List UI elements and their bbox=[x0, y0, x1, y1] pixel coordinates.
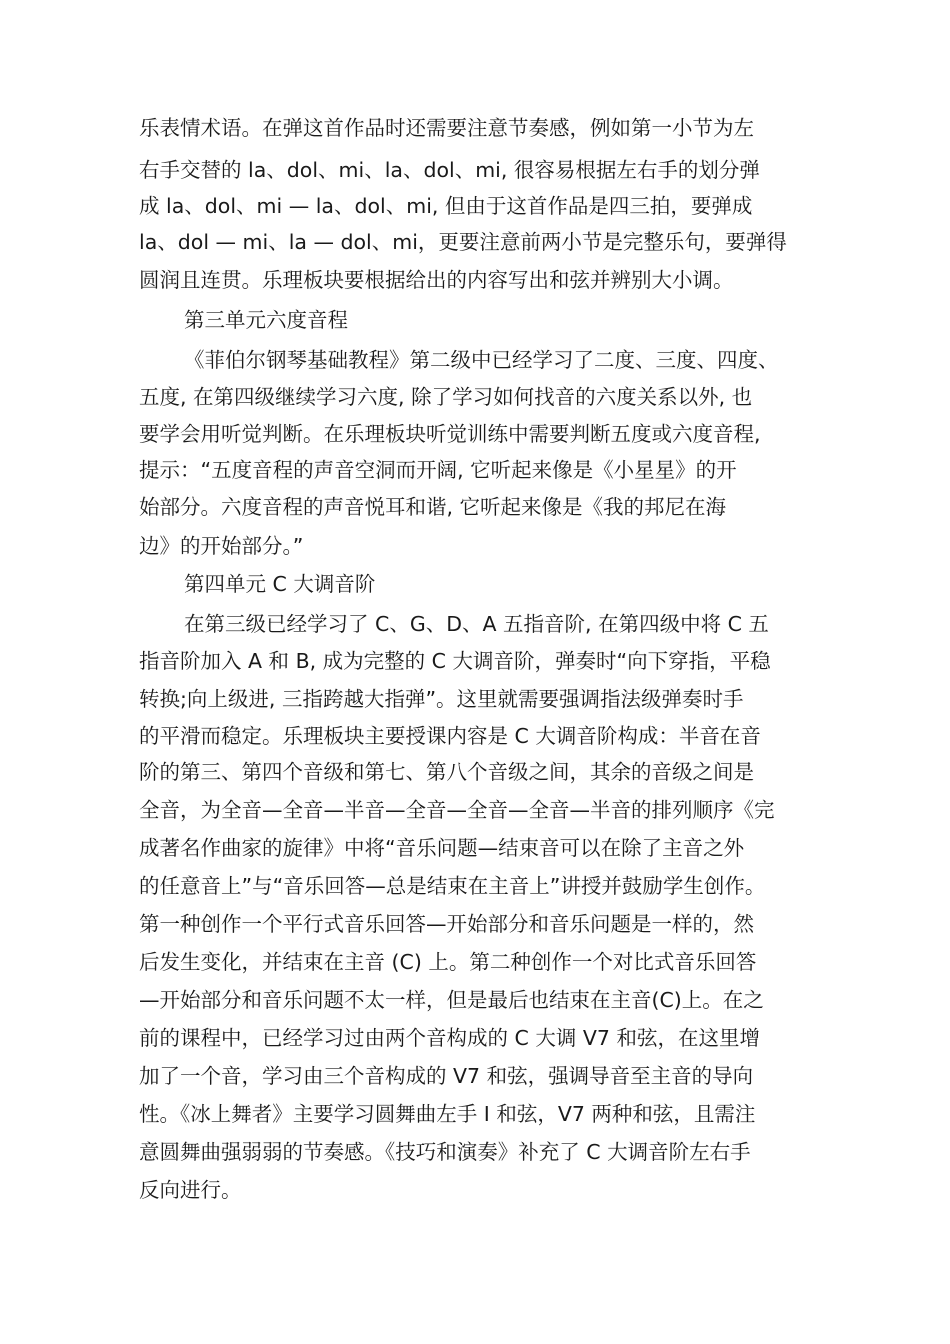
text-line: 转换;向上级进, 三指跨越大指弹”。这里就需要强调指法级弹奏时手 bbox=[139, 687, 744, 711]
paragraph-first-line: 在第三级已经学习了 C、G、D、A 五指音阶, 在第四级中将 C 五 bbox=[184, 612, 769, 636]
text-line: 成著名作曲家的旋律》中将“音乐问题—结束音可以在除了主音之外 bbox=[139, 836, 745, 860]
section-heading: 第三单元六度音程 bbox=[184, 308, 348, 332]
text-line: 后发生变化，并结束在主音 (C) 上。第二种创作一个对比式音乐回答 bbox=[139, 950, 757, 974]
text-line: 五度, 在第四级继续学习六度, 除了学习如何找音的六度关系以外, 也 bbox=[139, 385, 753, 409]
text-line: 第一种创作一个平行式音乐回答—开始部分和音乐问题是一样的，然 bbox=[139, 912, 754, 936]
text-line: 阶的第三、第四个音级和第七、第八个音级之间，其余的音级之间是 bbox=[139, 760, 754, 784]
text-line: 意圆舞曲强弱弱的节奏感。《技巧和演奏》补充了 C 大调音阶左右手 bbox=[139, 1140, 751, 1164]
text-line: 圆润且连贯。乐理板块要根据给出的内容写出和弦并辨别大小调。 bbox=[139, 268, 734, 292]
text-line: 右手交替的 la、dol、mi、la、dol、mi, 很容易根据左右手的划分弹 bbox=[139, 158, 760, 182]
text-line: 反向进行。 bbox=[139, 1178, 242, 1202]
text-line: 始部分。六度音程的声音悦耳和谐, 它听起来像是《我的邦尼在海 bbox=[139, 495, 727, 519]
section-heading: 第四单元 C 大调音阶 bbox=[184, 572, 376, 596]
paragraph-first-line: 《菲伯尔钢琴基础教程》第二级中已经学习了二度、三度、四度、 bbox=[184, 348, 779, 372]
text-line: 的任意音上”与“音乐回答—总是结束在主音上”讲授并鼓励学生创作。 bbox=[139, 874, 766, 898]
text-line: 边》的开始部分。” bbox=[139, 534, 304, 558]
text-line: 性。《冰上舞者》主要学习圆舞曲左手 I 和弦，V7 两种和弦，且需注 bbox=[139, 1102, 756, 1126]
text-line: 提示：“五度音程的声音空洞而开阔, 它听起来像是《小星星》的开 bbox=[139, 458, 737, 482]
text-line: 前的课程中，已经学习过由两个音构成的 C 大调 V7 和弦，在这里增 bbox=[139, 1026, 760, 1050]
text-line: 指音阶加入 A 和 B, 成为完整的 C 大调音阶，弹奏时“向下穿指，平稳 bbox=[139, 649, 771, 673]
text-line: 乐表情术语。在弹这首作品时还需要注意节奏感，例如第一小节为左 bbox=[139, 116, 754, 140]
text-line: —开始部分和音乐问题不太一样，但是最后也结束在主音(C)上。在之 bbox=[139, 988, 764, 1012]
text-line: 的平滑而稳定。乐理板块主要授课内容是 C 大调音阶构成：半音在音 bbox=[139, 724, 761, 748]
text-line: 全音，为全音—全音—半音—全音—全音—全音—半音的排列顺序《完 bbox=[139, 798, 775, 822]
text-line: 加了一个音，学习由三个音构成的 V7 和弦，强调导音至主音的导向 bbox=[139, 1064, 754, 1088]
text-line: 成 la、dol、mi — la、dol、mi, 但由于这首作品是四三拍，要弹成 bbox=[139, 194, 753, 218]
text-line: la、dol — mi、la — dol、mi，更要注意前两小节是完整乐句，要弹得 bbox=[139, 230, 787, 254]
text-line: 要学会用听觉判断。在乐理板块听觉训练中需要判断五度或六度音程, bbox=[139, 422, 761, 446]
